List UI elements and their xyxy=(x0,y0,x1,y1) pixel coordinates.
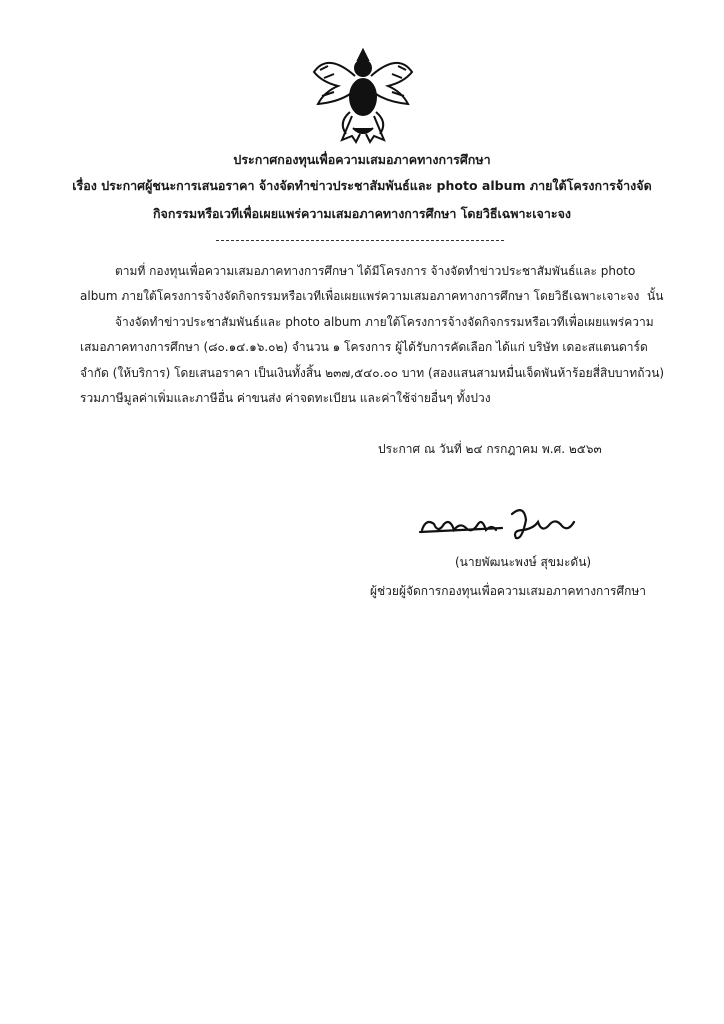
handwritten-signature xyxy=(412,500,582,548)
paragraph-2-line-3: จำกัด (ให้บริการ) โดยเสนอราคา เป็นเงินทั้งสิ้น ๒๓๗,๕๔๐.๐๐ บาท (สองแสนสามหมื่นเจ็ดพันห้าร้อยสี่สิบบาทถ้วน) xyxy=(80,366,665,380)
divider xyxy=(216,240,504,241)
subject-line-2: กิจกรรมหรือเวทีเพื่อเผยแพร่ความเสมอภาคทางการศึกษา โดยวิธีเฉพาะเจาะจง xyxy=(152,206,572,221)
paragraph-2-line-2: เสมอภาคทางการศึกษา (๘๐.๑๔.๑๖.๐๒) จำนวน ๑ โครงการ ผู้ได้รับการคัดเลือก ได้แก่ บริษัท เดอะสแตนดาร์ด xyxy=(80,340,648,354)
garuda-emblem-icon xyxy=(308,42,418,146)
announcement-date: ประกาศ ณ วันที่ ๒๔ กรกฎาคม พ.ศ. ๒๕๖๓ xyxy=(378,442,602,456)
signer-position: ผู้ช่วยผู้จัดการกองทุนเพื่อความเสมอภาคทางการศึกษา xyxy=(370,584,647,598)
announcement-title: ประกาศกองทุนเพื่อความเสมอภาคทางการศึกษา xyxy=(233,152,491,167)
paragraph-2-line-1: จ้างจัดทำข่าวประชาสัมพันธ์และ photo album ภายใต้โครงการจ้างจัดกิจกรรมหรือเวทีเพื่อเผยแพร่ความ xyxy=(115,315,654,329)
paragraph-2-line-4: รวมภาษีมูลค่าเพิ่มและภาษีอื่น ค่าขนส่ง ค่าจดทะเบียน และค่าใช้จ่ายอื่นๆ ทั้งปวง xyxy=(80,391,491,405)
signer-name: (นายพัฒนะพงษ์ สุขมะดัน) xyxy=(455,555,592,569)
paragraph-1-line-1: ตามที่ กองทุนเพื่อความเสมอภาคทางการศึกษา ได้มีโครงการ จ้างจัดทำข่าวประชาสัมพันธ์และ photo xyxy=(115,264,636,278)
paragraph-1-line-2: album ภายใต้โครงการจ้างจัดกิจกรรมหรือเวทีเพื่อเผยแพร่ความเสมอภาคทางการศึกษา โดยวิธีเฉพาะเจาะจง นั้น xyxy=(80,289,664,303)
subject-line-1: เรื่อง ประกาศผู้ชนะการเสนอราคา จ้างจัดทำข่าวประชาสัมพันธ์และ photo album ภายใต้โครงการจ้างจัด xyxy=(72,178,652,193)
